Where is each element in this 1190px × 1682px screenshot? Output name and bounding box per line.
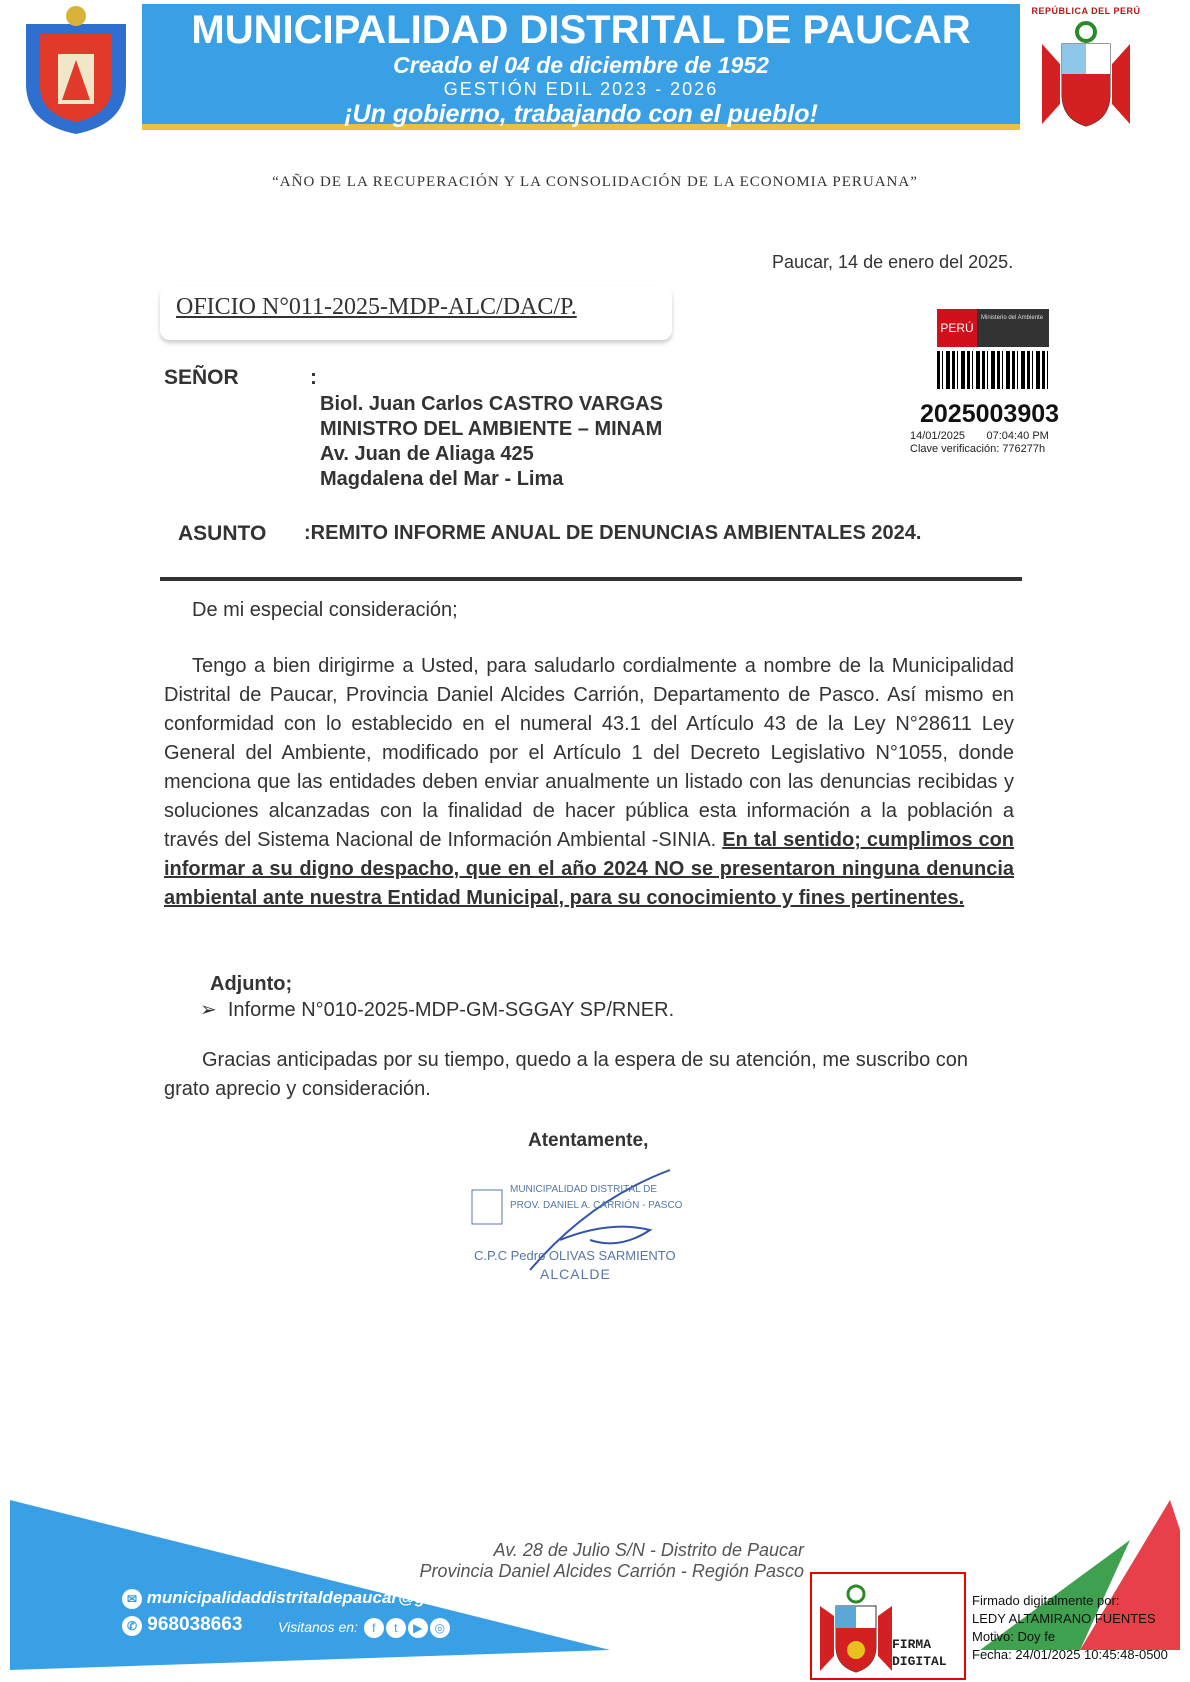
body-emphasis: En tal sentido; cumplimos con informar a su digno despacho, que en el año 2024 NO se presentaron ninguna denuncia ambiental ante nuestra Entidad Municipal, para su conocimiento y fines pertinentes. <box>164 829 1015 909</box>
signature-line: Fecha: 24/01/2025 10:45:48-0500 <box>972 1647 1168 1662</box>
signature-line: Firmado digitalmente por: <box>972 1593 1120 1608</box>
attachment-name: Informe N°010-2025-MDP-GM-SGGAY SP/RNER. <box>227 999 675 1021</box>
creation-date: Creado el 04 de diciembre de 1952 <box>393 52 769 78</box>
social-links <box>278 1618 450 1638</box>
verification-key: Clave verificación: 776277h <box>910 443 1046 455</box>
registration-number: 2025003903 <box>920 400 1060 428</box>
seal-text: REPÚBLICA DEL PERÚ <box>1031 6 1141 16</box>
header-banner <box>142 4 1020 130</box>
municipal-coat-of-arms <box>18 4 134 136</box>
email-icon: ✉ <box>122 1589 142 1609</box>
footer-address <box>360 1540 804 1582</box>
subject-label: ASUNTO <box>178 522 267 545</box>
barcode <box>937 351 1049 389</box>
footer-email <box>120 1588 499 1609</box>
closing-text: Gracias anticipadas por su tiempo, quedo a la espera de su atención, me suscribo con grato aprecio y consideración. <box>164 1049 968 1100</box>
signature-line: Motivo: Doy fe <box>972 1629 1056 1644</box>
recipient-name: Biol. Juan Carlos CASTRO VARGAS <box>320 393 664 415</box>
seal-line-1: MUNICIPALIDAD DISTRITAL DE <box>510 1184 658 1195</box>
signature-seal <box>470 1160 720 1300</box>
letter-date: Paucar, 14 de enero del 2025. <box>772 252 1014 272</box>
visit-label: Visitanos en: <box>278 1619 358 1635</box>
year-motto: “AÑO DE LA RECUPERACIÓN Y LA CONSOLIDACIÓN DE LA ECONOMIA PERUANA” <box>272 174 918 190</box>
recipient-label: SEÑOR <box>164 366 239 389</box>
footer-phone <box>120 1614 242 1636</box>
address-line-2: Provincia Daniel Alcides Carrión - Región Pasco <box>419 1561 804 1581</box>
peru-coat-of-arms <box>1030 4 1142 136</box>
municipality-title: MUNICIPALIDAD DISTRITAL DE PAUCAR <box>191 8 971 52</box>
web-icon[interactable]: ◎ <box>430 1618 450 1638</box>
address-line-1: Av. 28 de Julio S/N - Distrito de Paucar <box>493 1540 804 1560</box>
email-text: municipalidaddistritaldepaucar@gmail.com <box>146 1588 499 1607</box>
slogan: ¡Un gobierno, trabajando con el pueblo! <box>344 100 818 128</box>
phone-text: 968038663 <box>147 1614 243 1635</box>
signer-name: C.P.C Pedro OLIVAS SARMIENTO <box>474 1248 676 1263</box>
body-paragraph <box>164 652 1014 913</box>
document-number: OFICIO N°011-2025-MDP-ALC/DAC/P. <box>160 286 672 340</box>
attachment-item <box>200 996 674 1025</box>
signer-role: ALCALDE <box>540 1266 611 1282</box>
signature-line: LEDY ALTAMIRANO FUENTES <box>972 1611 1156 1626</box>
youtube-icon[interactable]: ▶ <box>408 1618 428 1638</box>
digital-signature-info <box>972 1592 1168 1664</box>
closing-paragraph <box>164 1046 1014 1104</box>
digital-signature-stamp <box>810 1572 966 1680</box>
divider <box>160 577 1022 581</box>
peru-brand: PERÚ <box>937 309 977 347</box>
phone-icon: ✆ <box>122 1616 142 1636</box>
administration-period: GESTIÓN EDIL 2023 - 2026 <box>443 79 719 99</box>
registration-date: 14/01/2025 <box>910 430 966 442</box>
stamp-label-2: DIGITAL <box>892 1654 947 1669</box>
subject-value: :REMITO INFORME ANUAL DE DENUNCIAS AMBIENTALES 2024. <box>304 522 922 544</box>
ministry-name: Ministerio del Ambiente <box>977 309 1049 347</box>
twitter-icon[interactable]: t <box>386 1618 406 1638</box>
body-text: Tengo a bien dirigirme a Usted, para saludarlo cordialmente a nombre de la Municipalidad Distrital de Paucar, Provincia Daniel Alcides Carrión, Departamento de Pasco. Así mismo en conformidad con lo establecido en el numeral 43.1 del Artículo 43 de la Ley N°28611 Ley General del Ambiente, modificado por el Artículo 1 del Decreto Legislativo N°1055, donde menciona que las entidades deben enviar anualmente un listado con las denuncias recibidas y soluciones alcanzadas con la finalidad de hacer pública esta información a la población a través del Sistema Nacional de Información Ambiental -SINIA. <box>164 655 1014 851</box>
recipient-colon: : <box>310 366 317 389</box>
arrow-bullet-icon: ➢ <box>200 999 228 1021</box>
registration-time: 07:04:40 PM <box>986 430 1049 442</box>
stamp-label-1: FIRMA <box>892 1637 932 1652</box>
recipient-title: MINISTRO DEL AMBIENTE – MINAM <box>320 418 663 440</box>
recipient-address <box>320 392 663 492</box>
farewell: Atentamente, <box>528 1130 649 1151</box>
facebook-icon[interactable]: f <box>364 1618 384 1638</box>
seal-line-2: PROV. DANIEL A. CARRIÓN - PASCO <box>510 1200 683 1211</box>
recipient-street: Av. Juan de Aliaga 425 <box>320 443 534 465</box>
registration-meta <box>910 430 1049 456</box>
attachment-label: Adjunto; <box>210 973 293 995</box>
recipient-city: Magdalena del Mar - Lima <box>320 468 564 490</box>
greeting: De mi especial consideración; <box>192 599 458 621</box>
